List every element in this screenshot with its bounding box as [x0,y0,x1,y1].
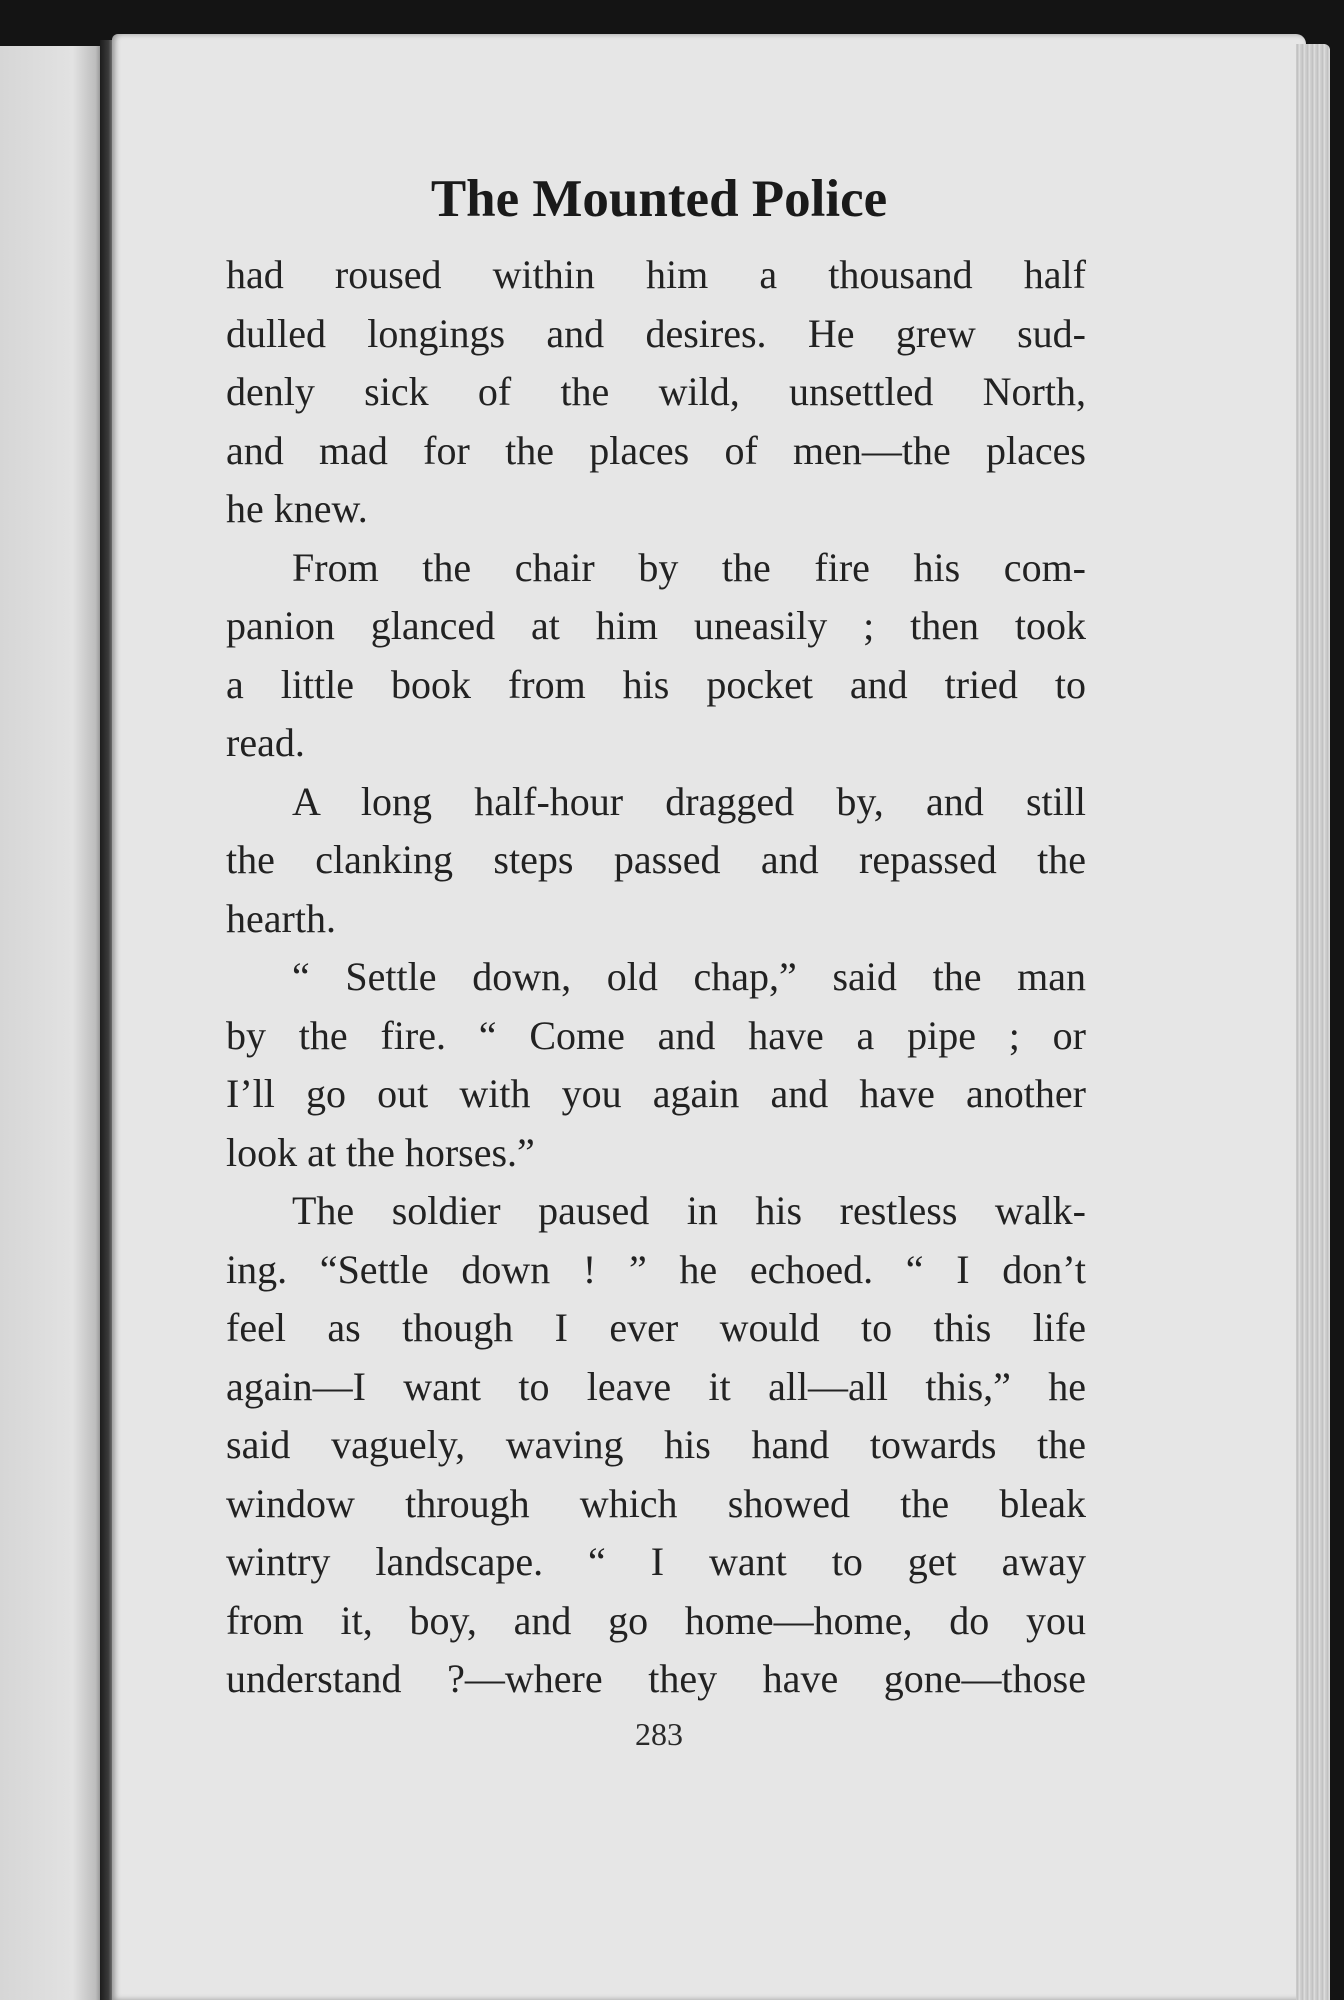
text-line: he knew. [226,486,368,531]
text-line: A long half-hour dragged by, and still [292,778,1086,824]
paragraph [226,246,1086,539]
text-line: window through which showed the bleak [226,1480,1086,1526]
text-line: understand ?—where they have gone—those [226,1656,1086,1701]
text-line: “ Settle down, old chap,” said the man [292,954,1086,999]
text-line: ing. “Settle down ! ” he echoed. “ I don’t [226,1246,1086,1292]
text-line: read. [226,720,305,765]
paragraph [226,539,1086,773]
text-line: by the fire. “ Come and have a pipe ; or [226,1012,1086,1058]
text-line: from it, boy, and go home—home, do you [226,1597,1086,1643]
text-line: said vaguely, waving his hand towards the [226,1422,1086,1467]
text-line: had roused within him a thousand half [226,252,1086,297]
text-line: From the chair by the fire his com- [292,544,1086,590]
text-line: look at the horses.” [226,1129,535,1175]
text-line: denly sick of the wild, unsettled North, [226,369,1086,414]
facing-page-edge [0,46,104,2000]
paragraph [226,773,1086,949]
page-number: 283 [635,1716,683,1752]
text-line: and mad for the places of men—the places [226,427,1086,473]
text-line: again—I want to leave it all—all this,” he [226,1363,1086,1409]
text-line: a little book from his pocket and tried to [226,661,1086,707]
running-head: The Mounted Police [430,170,888,228]
text-line: the clanking steps passed and repassed the [226,837,1086,882]
text-line: feel as though I ever would to this life [226,1305,1086,1350]
text-line: I’ll go out with you again and have another [226,1071,1086,1116]
paragraph [226,1182,1086,1709]
text-line: The soldier paused in his restless walk- [292,1188,1086,1233]
text-line: wintry landscape. “ I want to get away [226,1539,1086,1584]
text-line: hearth. [226,895,336,941]
body-text [226,246,1086,1709]
paragraph [226,948,1086,1182]
text-line: panion glanced at him uneasily ; then took [226,603,1086,648]
text-line: dulled longings and desires. He grew sud- [226,310,1086,356]
page-stack-edge [1296,44,1330,2000]
